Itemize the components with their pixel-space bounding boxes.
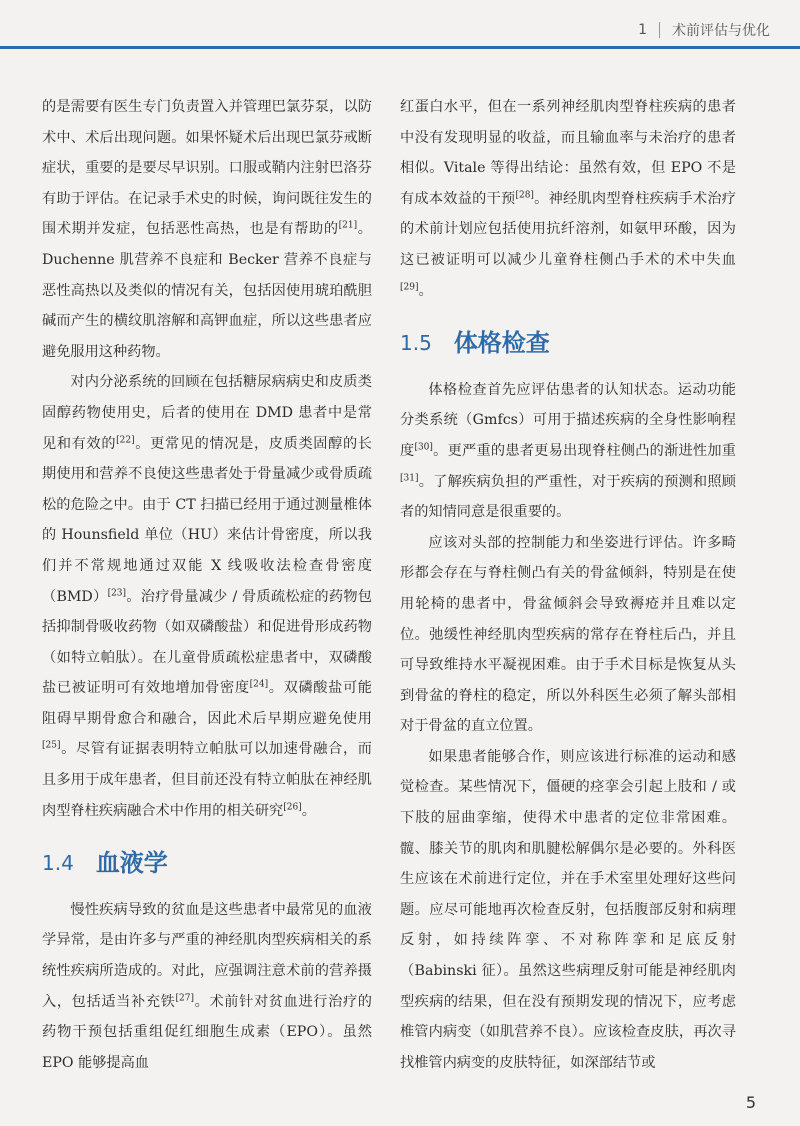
- header-separator: [659, 22, 660, 38]
- right-column: [400, 92, 736, 1078]
- citation: [27]: [175, 992, 194, 1003]
- paragraph: 如果患者能够合作，则应该进行标准的运动和感觉检查。某些情况下，僵硬的痉挛会引起上肢和 / 或下肢的屈曲挛缩，使得术中患者的定位非常困难。髋、膝关节的肌肉和肌腱松解偶尔是必要的。外科医生应该在术前进行定位，并在手术室里处理好这些问题。应尽可能地再次检查反射，包括腹部反射和病理反射，如持续阵挛、不对称阵挛和足底反射（Babinski 征）。虽然这些病理反射可能是神经肌肉型疾病的结果，但在没有预期发现的情况下，应考虑椎管内病变（如肌营养不良）。应该检查皮肤，再次寻找椎管内病变的皮肤特征，如深部结节或: [400, 748, 736, 1071]
- header-rule: [0, 46, 800, 49]
- citation: [28]: [515, 190, 534, 201]
- citation: [22]: [116, 434, 135, 445]
- citation: [23]: [107, 587, 127, 598]
- section-number: 1.5: [400, 331, 432, 356]
- chapter-number: 1: [638, 22, 647, 38]
- section-number: 1.4: [42, 851, 74, 876]
- citation: [30]: [414, 442, 433, 453]
- page-number: 5: [745, 1093, 756, 1112]
- running-header: [638, 20, 770, 40]
- paragraph: 体格检查首先应评估患者的认知状态。运动功能分类系统（Gmfcs）可用于描述疾病的全身性影响程度[30]。更严重的患者更易出现脊柱侧凸的渐进性加重[31]。了解疾病负担的严重性，对于疾病的预测和照顾者的知情同意是很重要的。: [400, 381, 736, 521]
- paragraph: 慢性疾病导致的贫血是这些患者中最常见的血液学异常，是由许多与严重的神经肌肉型疾病相关的系统性疾病所造成的。对此，应强调注意术前的营养摄入，包括适当补充铁[27]。术前针对贫血进行治疗的药物干预包括重组促红细胞生成素（EPO）。虽然 EPO 能够提高血: [42, 901, 372, 1071]
- paragraph: 红蛋白水平，但在一系列神经肌肉型脊柱疾病的患者中没有发现明显的收益，而且输血率与未治疗的患者相似。Vitale 等得出结论：虽然有效，但 EPO 不是有成本效益的干预[28]。神经肌肉型脊柱疾病手术治疗的术前计划应包括使用抗纤溶剂，如氨甲环酸，因为这已被证明可以减少儿童脊柱侧凸手术的术中失血[29]。: [400, 99, 736, 299]
- chapter-title: 术前评估与优化: [672, 23, 770, 39]
- citation: [26]: [283, 801, 302, 812]
- citation: [21]: [338, 220, 358, 231]
- section-title: 血液学: [95, 849, 168, 878]
- section-heading: [400, 328, 736, 359]
- paragraph: 对内分泌系统的回顾在包括糖尿病病史和皮质类固醇药物使用史，后者的使用在 DMD 患者中是常见和有效的[22]。更常见的情况是，皮质类固醇的长期使用和营养不良使这些患者处于骨量减少或骨质疏松的危险之中。由于 CT 扫描已经用于通过测量椎体的 Hounsfield 单位（HU）来估计骨密度，所以我们并不常规地通过双能 X 线吸收法检查骨密度（BMD）[23]。治疗骨量减少 / 骨质疏松症的药物包括抑制骨吸收药物（如双磷酸盐）和促进骨形成药物（如特立帕肽）。在儿童骨质疏松症患者中，双磷酸盐已被证明可有效地增加骨密度[24]。双磷酸盐可能阻碍早期骨愈合和融合，因此术后早期应避免使用[25]。尽管有证据表明特立帕肽可以加速骨融合，而且多用于成年患者，但目前还没有特立帕肽在神经肌肉型脊柱疾病融合术中作用的相关研究[26]。: [42, 374, 372, 819]
- citation: [24]: [249, 679, 269, 690]
- citation: [31]: [400, 472, 419, 483]
- citation: [29]: [400, 281, 419, 292]
- section-heading: [42, 848, 372, 879]
- paragraph: 的是需要有医生专门负责置入并管理巴氯芬泵，以防术中、术后出现问题。如果怀疑术后出现巴氯芬戒断症状，重要的是要尽早识别。口服或鞘内注射巴洛芬有助于评估。在记录手术史的时候，询问既往发生的围术期并发症，包括恶性高热，也是有帮助的[21]。Duchenne 肌营养不良症和 Becker 营养不良症与恶性高热以及类似的情况有关，包括因使用琥珀酰胆碱而产生的横纹肌溶解和高钾血症，所以这些患者应避免服用这种药物。: [42, 99, 372, 360]
- left-column: [42, 92, 372, 1078]
- citation: [25]: [42, 740, 61, 751]
- section-title: 体格检查: [453, 329, 550, 358]
- paragraph: 应该对头部的控制能力和坐姿进行评估。许多畸形都会存在与脊柱侧凸有关的骨盆倾斜，特别是在使用轮椅的患者中，骨盆倾斜会导致褥疮并且难以定位。弛缓性神经肌肉型疾病的常存在脊柱后凸，并且可导致维持水平凝视困难。由于手术目标是恢复从头到骨盆的脊柱的稳定，所以外科医生必须了解头部相对于骨盆的直立位置。: [400, 534, 736, 735]
